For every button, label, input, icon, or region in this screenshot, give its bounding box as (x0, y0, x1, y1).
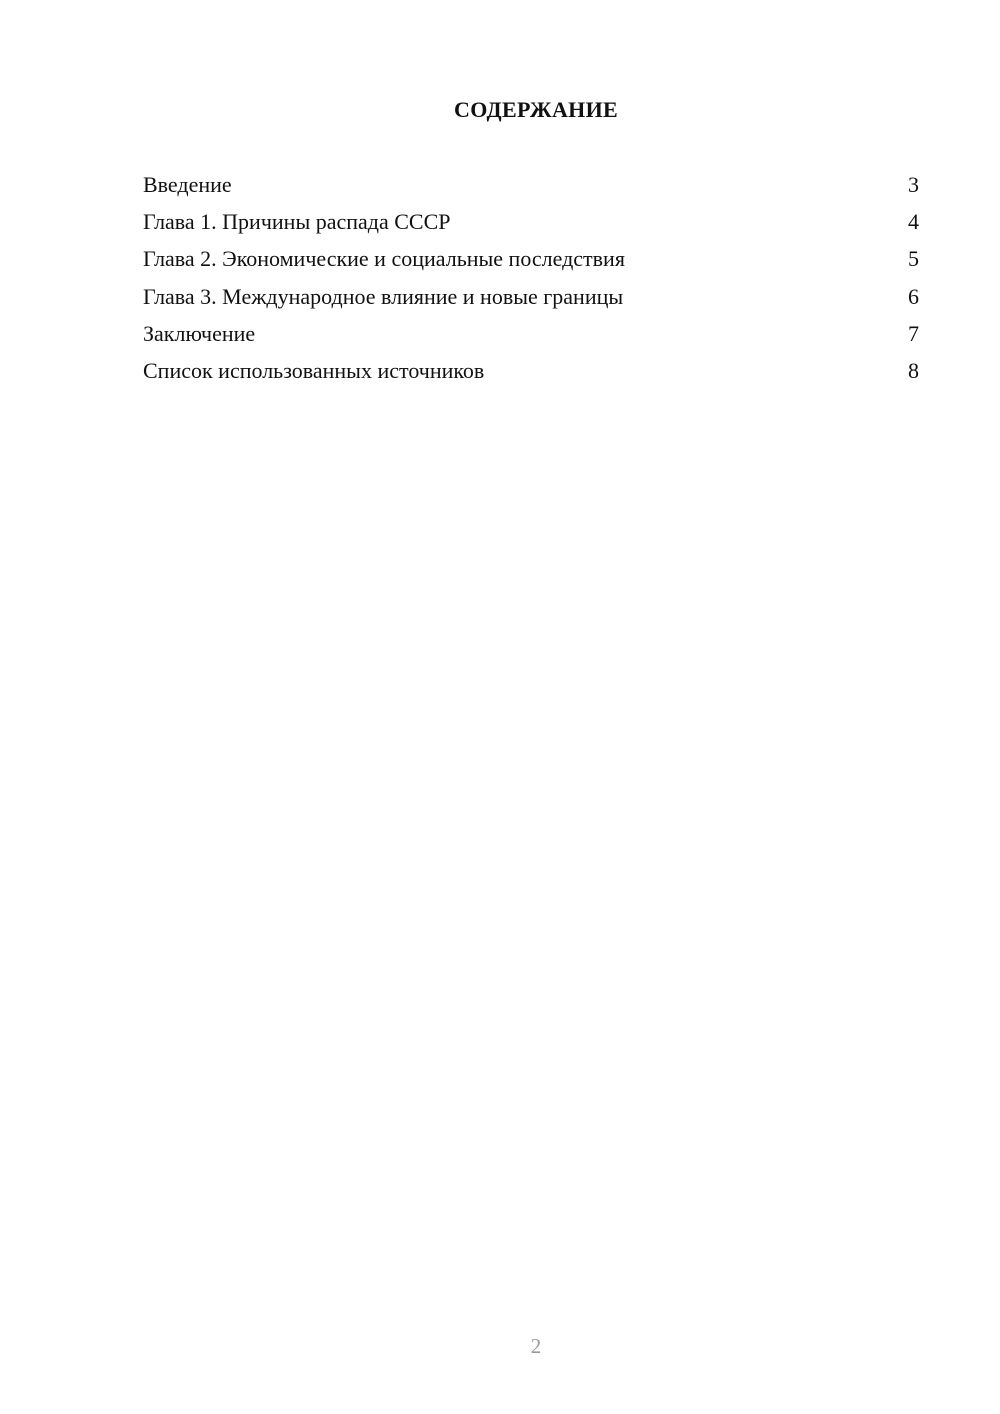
toc-entry-page: 7 (908, 320, 919, 346)
toc-entry-title: Глава 1. Причины распада СССР (143, 209, 451, 235)
toc-entry-chapter-1 (143, 205, 919, 242)
toc-entry-chapter-3 (143, 280, 919, 317)
toc-entry-page: 4 (908, 209, 919, 235)
toc-entry-title: Список использованных источников (143, 357, 485, 383)
toc-entry-page: 3 (908, 172, 919, 197)
toc-entry-references (143, 354, 919, 391)
toc-title: СОДЕРЖАНИЕ (454, 97, 618, 122)
toc-entry-conclusion (143, 317, 919, 354)
table-of-contents (143, 168, 919, 391)
toc-entry-page: 6 (908, 283, 919, 309)
toc-entry-title: Глава 3. Международное влияние и новые границы (143, 283, 624, 309)
toc-entry-introduction (143, 168, 919, 205)
toc-entry-title: Введение (143, 172, 232, 197)
toc-entry-title: Глава 2. Экономические и социальные последствия (143, 246, 625, 272)
toc-entry-title: Заключение (143, 320, 256, 346)
toc-entry-page: 8 (908, 357, 919, 383)
toc-entry-chapter-2 (143, 242, 919, 279)
page-number: 2 (530, 1334, 542, 1358)
toc-entry-page: 5 (908, 246, 919, 272)
